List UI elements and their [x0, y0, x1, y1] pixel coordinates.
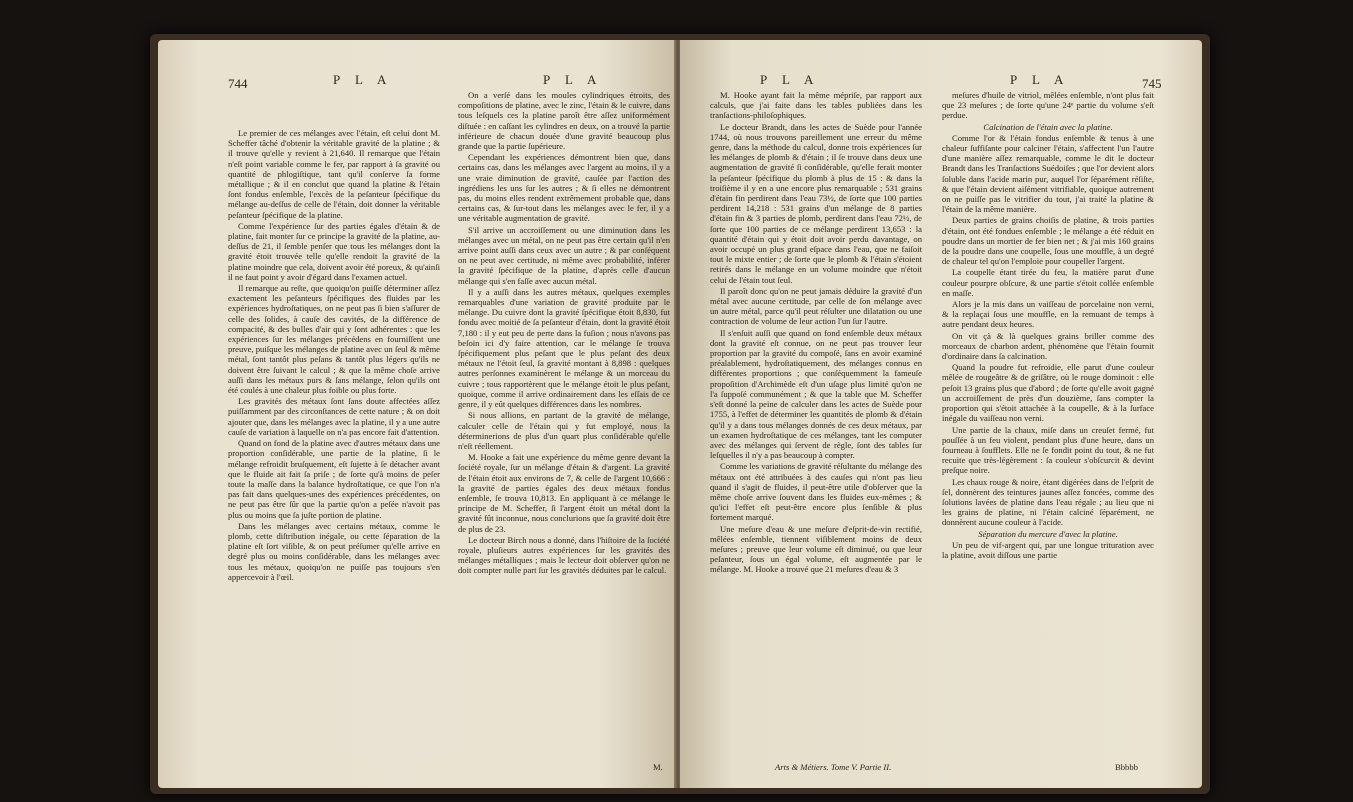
- page-footer: Arts & Métiers. Tome V. Partie II.: [775, 762, 892, 772]
- paragraph: Un peu de vif-argent qui, par une longue trituration avec la platine, avoit diſſous une partie: [942, 539, 1154, 560]
- paragraph: Il paroît donc qu'on ne peut jamais déduire la gravité d'un métal avec aucune certitude, par celle de ſon mélange avec un autre métal, parce qu'il peut réſulter une dilatation ou une contraction de volume de leur action l'un ſur l'autre.: [710, 285, 922, 327]
- paragraph: La coupelle étant tirée du feu, la matière parut d'une couleur pourpre obſcure, & une partie s'étoit collée enſemble en maſſe.: [942, 267, 1154, 298]
- text-column-3: [710, 90, 922, 576]
- paragraph: meſures d'huile de vitriol, mêlées enſemble, n'ont plus fait que 23 meſures ; de ſorte qu'une 24ᵉ partie du volume s'eſt perdue.: [942, 90, 1154, 121]
- page-number-right: 745: [1142, 76, 1162, 91]
- right-page: [680, 40, 1202, 788]
- running-head: P L A: [1010, 72, 1070, 87]
- page-number-left: 744: [228, 76, 248, 91]
- paragraph: Comme les variations de gravité réſultante du mélange des métaux ont été attribuées à des cauſes qui n'ont pas lieu quand il s'agit de fluides, il peut-être utile d'obſerver que la même choſe arrive ſouvent dans les fluides eux-mêmes ; & qu'ici l'effet eſt peut-être encore plus ſenſible & plus fortement marqué.: [710, 461, 922, 523]
- paragraph: Dans les mélanges avec certains métaux, comme le plomb, cette diſtribution inégale, ou cette ſéparation de la platine eſt ſort viſible, & on peut préſumer qu'elle arrive en degré plus ou moins conſidérable, dans les mélanges avec tous les métaux, quoiqu'on ne puiſſe pas toujours s'en appercevoir à l'œil.: [228, 520, 440, 582]
- paragraph: On a verſé dans les moules cylindriques étroits, des compoſitions de platine, avec le zinc, l'étain & le cuivre, dans tous leſquels ces la platine paroît être aſſez uniformément diſtuée : en caſſant les cylindres en deux, on a trouvé la partie inférieure de chacun douée d'une gravité beaucoup plus grande que la partie ſupérieure.: [458, 90, 670, 152]
- paragraph: Deux parties de grains choiſis de platine, & trois parties d'étain, ont été fondues enſemble ; le mélange a été réduit en poudre dans un mortier de fer bien net ; & j'ai mis 160 grains de la poudre dans une coupelle, ſous une mouffle, à un degré de chaleur tel qu'on l'emploie pour coupeller l'argent.: [942, 215, 1154, 267]
- paragraph: Le docteur Brandt, dans les actes de Suède pour l'année 1744, où nous trouvons pareillement une erreur du même genre, dans la méthode du calcul, donne trois expériences ſur les mélanges de plomb & d'étain ; il ſe trouve dans deux une augmentation de gravité ſi conſidérable, qu'elle ferait monter la peſanteur ſpécifique du plomb à plus de 15 : & dans la troiſième il y en a une encore plus remarquable ; 531 grains d'étain fin perdirent dans l'eau 73½, de ſorte que 100 parties perdirent 14,218 : 531 grains d'un mélange de 8 parties d'étain fin & 3 parties de plomb, perdirent dans l'eau 72½, de ſorte que 100 parties de ce mélange perdirent 13,653 : la quantité d'étain qui y étoit doit avoir perdu davantage, on avoir occupé un plus grand eſpace dans l'eau, que ne faiſoit tout le mixte entier ; de ſorte que le plomb & l'étain s'étoient retirés dans le mélange en un volume moindre que n'étoit celui de l'étain tout ſeul.: [710, 121, 922, 285]
- running-head: P L A: [543, 72, 603, 87]
- paragraph: Les chaux rouge & noire, étant digérées dans de l'eſprit de ſel, donnèrent des teintures jaunes aſſez foncées, comme des ſolutions lavées de platine dans l'eau régale ; au lieu que ni les grains de platine, ni l'étain calciné ſéparément, ne donnèrent aucune couleur à l'acide.: [942, 476, 1154, 528]
- paragraph: Il remarque au reſte, que quoiqu'on puiſſe déterminer aſſez exactement les peſanteurs ſpécifiques des fluides par les expériences hydroſtatiques, on ne peut pas ſi bien s'aſſurer de celle des ſolides, à cauſe des cavités, de la différence de compacité, & des bulles d'air qui y ſont adhérentes : que les expériences ſur les mélanges précédens en fourniſſent une preuve, puiſque les mélanges de platine avec un ſeul & même métal, ſont tantôt plus peſans & tantôt plus légers qu'ils ne doivent être ſuivant le calcul ; & que la même choſe arrive auſſi dans les métaux purs & ſans mélange, ſelon qu'ils ont été coulés à une chaleur plus foible ou plus forte.: [228, 283, 440, 396]
- paragraph: Si nous allions, en partant de la gravité de mélange, calculer celle de l'étain qui y fut employé, nous la déterminerions de plus d'un quart plus conſidérable qu'elle n'eſt réellement.: [458, 410, 670, 451]
- text-column-2: [458, 90, 670, 577]
- left-page: [158, 40, 676, 788]
- running-head: P L A: [760, 72, 820, 87]
- paragraph: Quand la poudre fut refroidie, elle parut d'une couleur mêlée de rougeâtre & de griſâtre, où le rouge dominoit : elle peſoit 13 grains plus que d'abord ; de ſorte qu'elle avoit gagné un accroiſſement de près d'un douzième, ſans compter la proportion qui s'étoit attachée à la coupelle, & à la ſurface inégale du vaiſſeau non verni.: [942, 362, 1154, 424]
- paragraph: M. Hooke ayant fait la même mépriſe, par rapport aux calculs, que j'ai faite dans les tables publiées dans les tranſactions-philoſophiques.: [710, 90, 922, 121]
- paragraph: Une meſure d'eau & une meſure d'eſprit-de-vin rectifié, mêlées enſemble, tiennent viſiblement moins de deux meſures ; preuve que leur volume eſt diminué, ou que leur peſanteur, ſous un égal volume, eſt augmentée par le mélange. M. Hooke a trouvé que 21 meſures d'eau & 3: [710, 523, 922, 575]
- catchword: Bbbbb: [1115, 762, 1138, 772]
- paragraph: M. Hooke a fait une expérience du même genre devant la ſociété royale, ſur un mélange d'étain & d'argent. La gravité de l'étain étoit aux environs de 7, & celle de l'argent 10,666 : la gravité de parties égales des deux métaux fondus enſemble, ſe trouva 10,813. En appliquant à ce mélange le principe de M. Scheffer, ſi l'argent étoit un métal dont la gravité fût inconnue, nous conclurions que ſa gravité doit être de plus de 23.: [458, 452, 670, 534]
- paragraph: Alors je la mis dans un vaiſſeau de porcelaine non verni, & la replaçai ſous une mouffle, en la remuant de temps à autre pendant deux heures.: [942, 299, 1154, 330]
- paragraph: Le docteur Birch nous a donné, dans l'hiſtoire de la ſociété royale, pluſieurs autres expériences ſur les gravités des mélanges métalliques ; mais le lecteur doit obſerver qu'on ne doit compter nulle part ſur les gravités déduites par le calcul.: [458, 534, 670, 576]
- section-title: Séparation du mercure d'avec la platine.: [978, 528, 1118, 539]
- catchword: M.: [653, 762, 663, 772]
- paragraph: Il y a auſſi dans les autres métaux, quelques exemples remarquables d'une variation de gravité produite par le mélange. Du cuivre dont la gravité ſpécifique étoit 8,830, fut fondu avec moitié de ſa peſanteur d'étain, dont la gravité étoit 7,180 : il y eut peu de perte dans la fuſion ; nous n'avons pas beſoin ici d'y faire attention, car le mélange ſe trouva ſpécifiquement plus peſant que le plus peſant des deux métaux ne l'étoit ſeul, ſa gravité montant à 8,898 : quelques autres perſonnes examinèrent le mélange & un morceau du cuivre ; tous rapportèrent que le mélange étoit le plus peſant, quoique, comme il arrive ordinairement dans les eſſais de ce genre, il y eût quelques différences dans les nombres.: [458, 286, 670, 410]
- paragraph: Il s'enſuit auſſi que quand on fond enſemble deux métaux dont la gravité eſt connue, on ne peut pas trouver leur proportion par la gravité du compoſé, ſans en avoir examiné préalablement, hydroſtatiquement, des mélanges connus en différentes proportions ; que conſéquemment la fameuſe propoſition d'Archimède eſt d'un uſage plus limité qu'on ne l'a ſuppoſé communément ; & que la table que M. Scheffer s'eſt donné la peine de calculer dans les actes de Suède pour 1755, à l'effet de déterminer les quantités de plomb & d'étain qu'il y a dans tous mélanges donnés de ces deux métaux, par un examen hydroſtatique de ces mélanges, tant les computer avec des mélanges qui ſervent de règle, ſont des tables ſur leſquelles il n'y a pas beaucoup à compter.: [710, 327, 922, 461]
- text-column-4: [942, 90, 1154, 561]
- paragraph: Quand on fond de la platine avec d'autres métaux dans une proportion conſidérable, une partie de la platine, ſi le mélange refroidit bruſquement, eſt ſujette à ſe détacher avant que le fluide ait fait ſa priſe ; de ſorte qu'à moins de peſer toute la maſſe dans la balance hydroſtatique, ce que l'on n'a pas fait dans quelques-unes des expériences précédentes, on ne peut pas être ſûr que la partie qu'on a peſée n'avoit pas plus ou moins que ſa juſte portion de platine.: [228, 438, 440, 520]
- text-column-1: [228, 128, 440, 583]
- paragraph: S'il arrive un accroiſſement ou une diminution dans les mélanges avec un métal, on ne peut pas être certain qu'il n'en arrive point auſſi dans ceux avec un autre ; & par conſéquent on ne peut avec certitude, ni même avec probabilité, inférer la gravité ſpécifique de la platine, d'après celle d'aucun mélange qui s'en faſſe avec aucun métal.: [458, 224, 670, 286]
- paragraph: On vit çà & là quelques grains briller comme des morceaux de charbon ardent, phénomène que l'étain fournit d'ordinaire dans ſa calcination.: [942, 330, 1154, 362]
- book-spread: [150, 34, 1210, 794]
- section-title: Calcination de l'étain avec la platine.: [983, 121, 1113, 132]
- paragraph: Cependant les expériences démontrent bien que, dans certains cas, dans les mélanges avec l'argent au moins, il y a une vraie diminution de gravité, cauſée par l'action des ingrédiens les uns ſur les autres ; & ſi elles ne démontrent pas, du moins elles rendent extrêmement probable que, dans certains cas, & ſur-tout dans les mélanges avec le fer, il y a une véritable augmentation de gravité.: [458, 152, 670, 224]
- paragraph: Les gravités des métaux ſont ſans doute affectées aſſez puiſſamment par des circonſtances de cette nature ; & on doit ajouter que, dans les mélanges avec la platine, il y a une autre cauſe de variation à laquelle on n'a pas encore fait d'attention.: [228, 396, 440, 437]
- paragraph: Le premier de ces mélanges avec l'étain, eſt celui dont M. Scheffer tâché d'obtenir la véritable gravité de la platine ; & il trouve qu'elle y revient à 21,640. Il remarque que l'étain n'eſt point variable comme le fer, par rapport à ſa gravité ou quantité de phlogiſtique, tant qu'il conſerve ſa forme métallique ; & il en conclut que quand la platine & l'étain ſont fondus enſemble, l'excès de la peſanteur ſpécifique du mélange au-deſſus de celle de l'étain, doit donner la véritable peſanteur ſpécifique de la platine.: [228, 128, 440, 220]
- running-head: P L A: [333, 72, 393, 87]
- paragraph: Comme l'or & l'étain fondus enſemble & tenus à une chaleur ſuffiſante pour calciner l'étain, s'affectent l'un l'autre d'une manière aſſez remarquable, comme le dit le docteur Brandt dans les Tranſactions Suédoiſes ; que l'or devient alors ſoluble dans l'acide marin pur, auquel l'or ſéparément réſiſte, & que l'étain devient aiſément vitrifiable, quoique autrement on ne puiſſe pas le vitrifier du tout, j'ai traité la platine & l'étain de la même manière.: [942, 132, 1154, 215]
- paragraph: Une partie de la chaux, miſe dans un creuſet fermé, fut pouſſée à un feu violent, pendant plus d'une heure, dans un fourneau à ſoufflets. Elle ne ſe fondit point du tout, & ne fut recuite que très-légèrement : ſa couleur s'obſcurcit & devint preſque noire.: [942, 424, 1154, 476]
- paragraph: Comme l'expérience ſur des parties égales d'étain & de platine, fait monter ſur ce principe la gravité de la platine, au-deſſus de 21, il ſemble penſer que tous les mélanges dont la gravité étoit trouvée telle qu'elle rendoit la gravité de la platine moindre que cela, doivent avoir été poreux, & qu'ainſi il ne faut point y avoir d'égard dans l'examen actuel.: [228, 220, 440, 282]
